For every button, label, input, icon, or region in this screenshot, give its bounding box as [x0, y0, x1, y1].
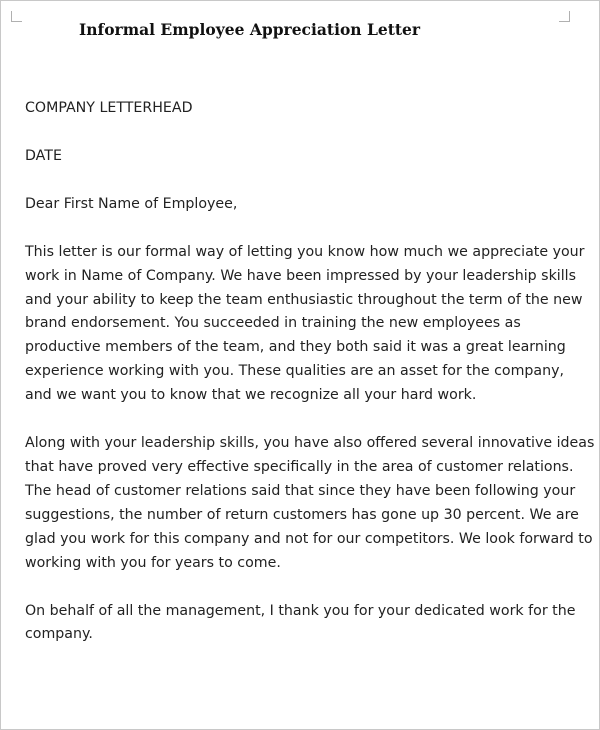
top-left-margin-mark	[11, 11, 22, 22]
paragraph-line: work in Name of Company. We have been impressed by your leadership skills	[25, 267, 577, 284]
letter-date: DATE	[25, 147, 62, 164]
paragraph-line: company.	[25, 626, 93, 643]
paragraph-line: The head of customer relations said that since they have been following your	[25, 482, 576, 499]
spacer	[25, 408, 565, 432]
spacer	[25, 169, 565, 193]
paragraph-line: glad you work for this company and not for our competitors. We look forward to	[25, 530, 593, 547]
spacer	[25, 217, 565, 241]
paragraph-line: working with you for years to come.	[25, 554, 281, 571]
paragraph-line: that have proved very effective specifically in the area of customer relations.	[25, 458, 574, 475]
paragraph-line: experience working with you. These qualities are an asset for the company,	[25, 363, 564, 380]
salutation: Dear First Name of Employee,	[25, 195, 238, 212]
paragraph-line: suggestions, the number of return customers has gone up 30 percent. We are	[25, 506, 579, 523]
top-right-margin-mark	[559, 11, 570, 22]
paragraph-line: This letter is our formal way of letting you know how much we appreciate your	[25, 243, 585, 260]
spacer	[25, 576, 565, 600]
paragraph-closing	[25, 600, 576, 648]
paragraph-line: and we want you to know that we recognize all your hard work.	[25, 387, 477, 404]
paragraph-line: productive members of the team, and they both said it was a great learning	[25, 339, 566, 356]
paragraph-line: and your ability to keep the team enthusiastic throughout the term of the new	[25, 291, 583, 308]
document-title: Informal Employee Appreciation Letter	[79, 20, 421, 39]
paragraph-line: Along with your leadership skills, you have also offered several innovative ideas	[25, 435, 595, 452]
paragraph-innovation	[25, 432, 595, 575]
company-letterhead: COMPANY LETTERHEAD	[25, 100, 193, 116]
paragraph-appreciation	[25, 241, 585, 408]
letter-body	[25, 97, 595, 647]
paragraph-line: On behalf of all the management, I thank you for your dedicated work for the	[25, 602, 576, 619]
paragraph-line: brand endorsement. You succeeded in training the new employees as	[25, 315, 521, 332]
spacer	[25, 121, 565, 145]
